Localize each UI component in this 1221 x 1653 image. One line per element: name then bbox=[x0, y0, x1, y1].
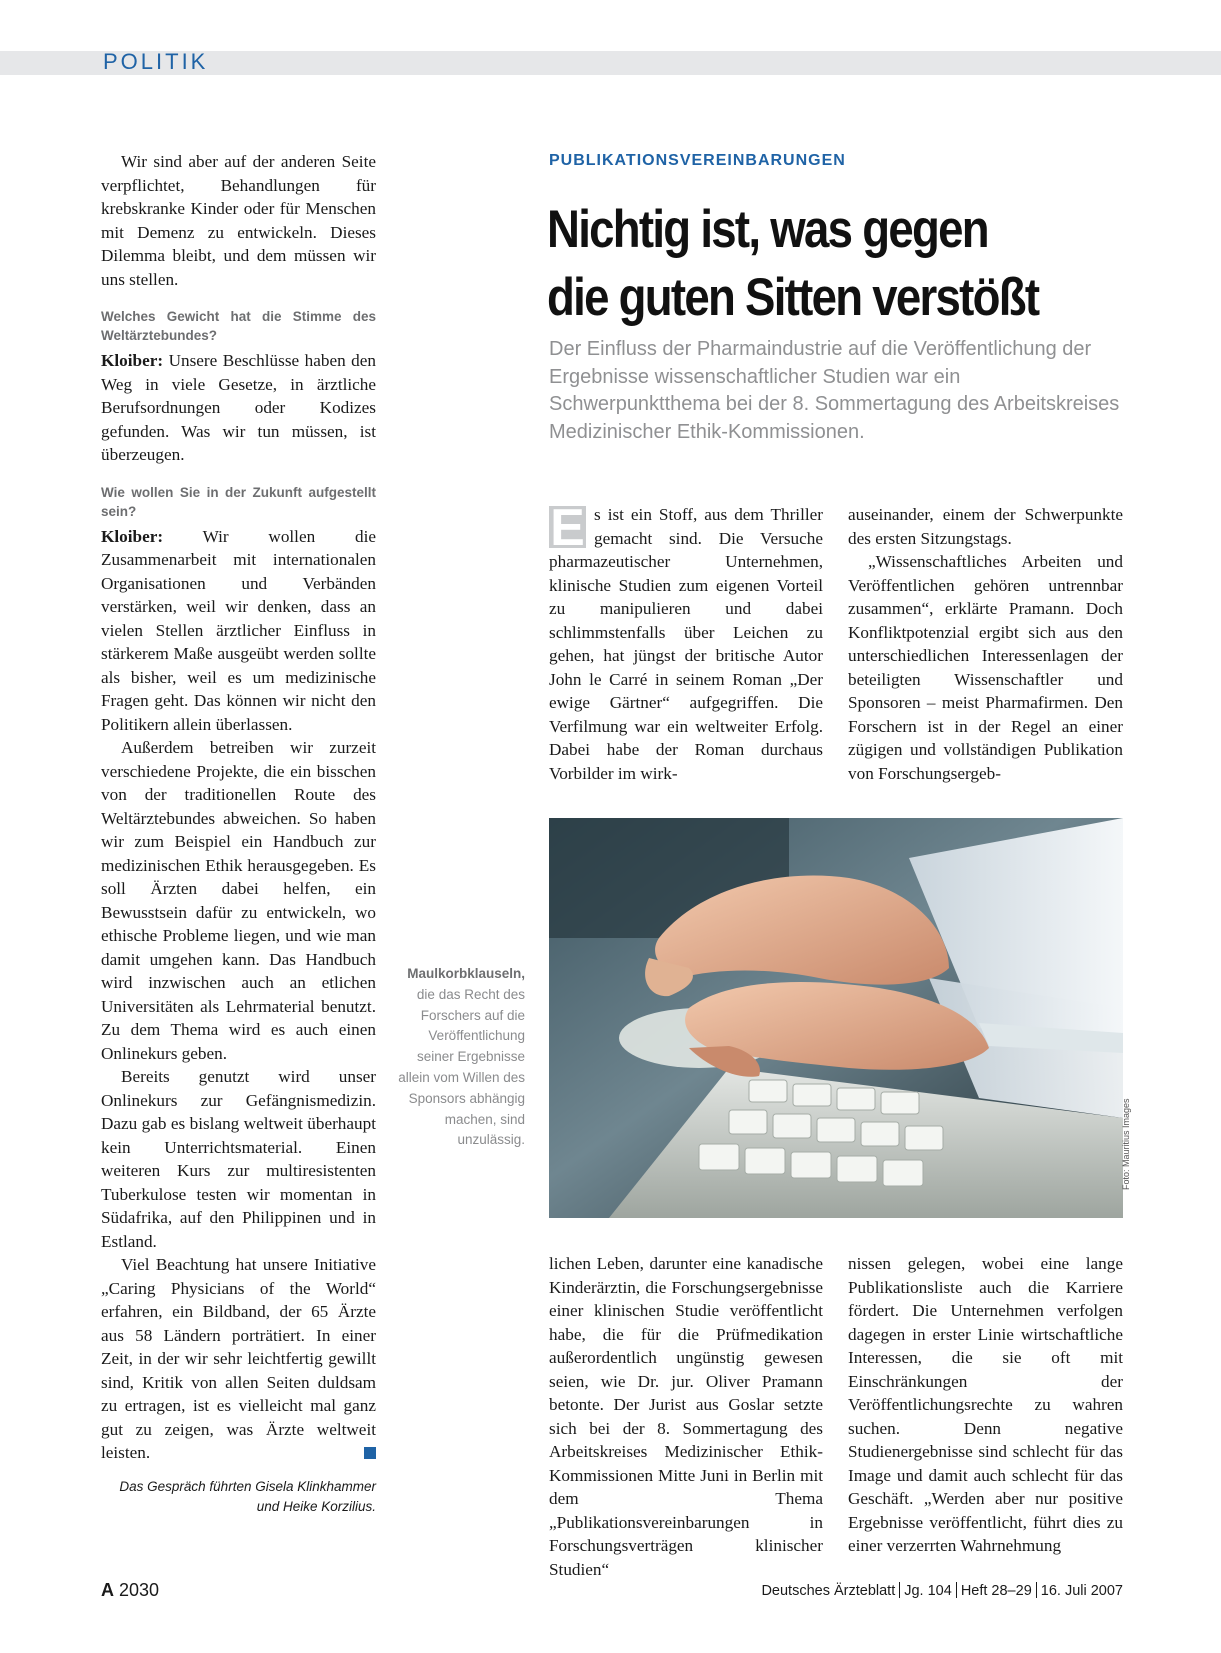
interview-paragraph: Bereits genutzt wird unser Onlinekurs zur Gefängnismedizin. Dazu gab es bislang weltweit überhaupt kein Unterrichtsmaterial. Einen weiteren Kurs zur multiresistenten Tuberkulose testen wir momentan in Südafrika, auf den Philippinen und in Estland. bbox=[101, 1067, 376, 1251]
article-paragraph: lichen Leben, darunter eine kanadische Kinderärztin, die Forschungsergebnisse einer klinischen Studie veröffentlicht habe, die für die Prüfmedikation außerordentlich ungünstig gewesen seien, wie Dr. jur. Oliver Pramann betonte. Der Jurist aus Goslar setzte sich bei der 8. Sommertagung des Arbeitskreises Medizinischer Ethik-Kommissionen Mitte Juni in Berlin mit dem Thema „Publikationsvereinbarungen in Forschungsverträgen klinischer Studien“ bbox=[549, 1254, 823, 1579]
credit-line: und Heike Korzilius. bbox=[256, 1498, 376, 1514]
caption-lead: Maulkorbklauseln, bbox=[407, 966, 525, 981]
speaker-label: Kloiber: bbox=[101, 526, 164, 546]
page-prefix: A bbox=[101, 1580, 114, 1600]
keyboard-hands-image bbox=[549, 818, 1123, 1218]
caption-text: die das Recht des Forschers auf die Veröffentlichung seiner Ergebnisse allein vom Willen des Sponsors abhängig machen, sind unzulässig. bbox=[398, 986, 525, 1148]
article-column bbox=[848, 503, 1123, 785]
article-paragraph: auseinander, einem der Schwerpunkte des ersten Sitzungstags. bbox=[848, 505, 1123, 548]
article-column bbox=[848, 1252, 1123, 1558]
article-kicker: PUBLIKATIONSVEREINBARUNGEN bbox=[549, 152, 846, 169]
interview-answer bbox=[101, 525, 376, 737]
page-number-value: 2030 bbox=[119, 1580, 160, 1600]
interview-answer bbox=[101, 349, 376, 467]
article-column bbox=[549, 1252, 823, 1581]
interview-credit bbox=[101, 1477, 376, 1517]
credit-line: Das Gespräch führten Gisela Klinkhammer bbox=[119, 1478, 376, 1494]
footer-separator bbox=[956, 1582, 957, 1598]
drop-cap: E bbox=[550, 499, 585, 557]
journal-volume: Jg. 104 bbox=[904, 1583, 952, 1599]
article-paragraph bbox=[549, 499, 823, 785]
journal-name: Deutsches Ärzteblatt bbox=[761, 1583, 896, 1599]
headline-line: Nichtig ist, was gegen bbox=[547, 200, 988, 259]
interview-paragraph bbox=[101, 1253, 376, 1465]
article-lead: Der Einfluss der Pharmaindustrie auf die Veröffentlichung der Ergebnisse wissenschaftlicher Studien war ein Schwerpunktthema bei der 8. Sommertagung des Arbeitskreises Medizinischer Ethik-Kommissionen. bbox=[549, 338, 1120, 443]
photo-credit: Foto: Mauritius Images bbox=[1121, 1098, 1131, 1190]
footer-separator bbox=[1036, 1582, 1037, 1598]
article-paragraph: „Wissenschaftliches Arbeiten und Veröffentlichen gehören untrennbar zusammen“, erklärte Pramann. Doch Konfliktpotenzial ergibt sich aus den unterschiedlichen Interessenlagen der beteiligten Wissenschaftler und Sponsoren – meist Pharmafirmen. Den Forschern ist in der Regel an einer zügigen und vollständigen Publikation von Forschungsergeb- bbox=[848, 552, 1123, 783]
end-mark-icon bbox=[364, 1447, 376, 1459]
journal-issue: Heft 28–29 bbox=[960, 1583, 1032, 1599]
section-label: POLITIK bbox=[103, 49, 209, 74]
journal-footer bbox=[761, 1582, 1123, 1599]
interview-column bbox=[101, 150, 376, 1517]
answer-text: Wir wollen die Zusammenarbeit mit internationalen Organisationen und Verbänden verstärken, weil wir denken, dass an vielen Stellen ärztlicher Einfluss in stärkerem Maße ausgeübt werden sollte als bisher, weil es um medizinische Fragen geht. Das können wir nicht den Politikern allein überlassen. bbox=[101, 526, 376, 734]
paragraph-text: Viel Beachtung hat unsere Initiative „Caring Physicians of the World“ erfahren, ein Bildband, der 65 Ärzte aus 58 Ländern porträtiert. In einer Zeit, in der wir sehr leichtfertig gewillt sind, Kritik von allen Seiten duldsam zu ertragen, ist es vielleicht mal ganz gut zu zeigen, was Ärzte weltweit leisten. bbox=[101, 1255, 376, 1462]
journal-date: 16. Juli 2007 bbox=[1040, 1583, 1123, 1599]
interview-question: Welches Gewicht hat die Stimme des Weltärztebundes? bbox=[101, 309, 376, 343]
interview-paragraph: Wir sind aber auf der anderen Seite verpflichtet, Behandlungen für krebskranke Kinder oder für Menschen mit Demenz zu entwickeln. Dieses Dilemma bleibt, und dem müssen wir uns stellen. bbox=[101, 152, 376, 289]
footer-separator bbox=[899, 1582, 900, 1598]
photo-caption bbox=[398, 964, 525, 1151]
article-photo bbox=[549, 818, 1123, 1218]
page-number bbox=[101, 1580, 159, 1601]
article-headline bbox=[547, 196, 1063, 332]
interview-question: Wie wollen Sie in der Zukunft aufgestellt sein? bbox=[101, 484, 376, 519]
headline-line: die guten Sitten verstößt bbox=[547, 268, 1039, 327]
article-column bbox=[549, 499, 823, 785]
answer-text: Unsere Beschlüsse haben den Weg in viele Gesetze, in ärztliche Berufsordnungen oder Kodizes gefunden. Was wir tun müssen, ist überzeugen. bbox=[101, 351, 376, 464]
paragraph-text: s ist ein Stoff, aus dem Thriller gemacht sind. Die Versuche pharmazeutischer Unternehmen, klinische Studien zum eigenen Vorteil zu manipulieren und dabei schlimmstenfalls über Leichen zu gehen, hat jüngst der britische Autor John le Carré in seinem Roman „Der ewige Gärtner“ aufgegriffen. Die Verfilmung war ein weltweiter Erfolg. Dabei habe der Roman durchaus Vorbilder im wirk- bbox=[549, 505, 823, 783]
interview-paragraph: Außerdem betreiben wir zurzeit verschiedene Projekte, die ein bisschen von der traditionellen Route des Weltärztebundes abweichen. So haben wir zum Beispiel ein Handbuch zur medizinischen Ethik herausgegeben. Es soll Ärzten dabei helfen, ein Bewusstsein dafür zu entwickeln, wo ethische Probleme liegen, und wie man damit umgehen kann. Das Handbuch wird inzwischen auch an etlichen Universitäten als Lehrmaterial benutzt. Zu dem Thema wird es auch einen Onlinekurs geben. bbox=[101, 738, 376, 1063]
speaker-label: Kloiber: bbox=[101, 351, 164, 370]
article-paragraph: nissen gelegen, wobei eine lange Publikationsliste auch die Karriere fördert. Die Unternehmen verfolgen dagegen in erster Linie wirtschaftliche Interessen, die sie oft mit Einschränkungen der Veröffentlichungsrechte zu wahren suchen. Denn negative Studienergebnisse sind schlecht für das Image und damit auch schlecht für das Geschäft. „Werden aber nur positive Ergebnisse veröffentlicht, führt dies zu einer verzerrten Wahrnehmung bbox=[848, 1254, 1123, 1555]
